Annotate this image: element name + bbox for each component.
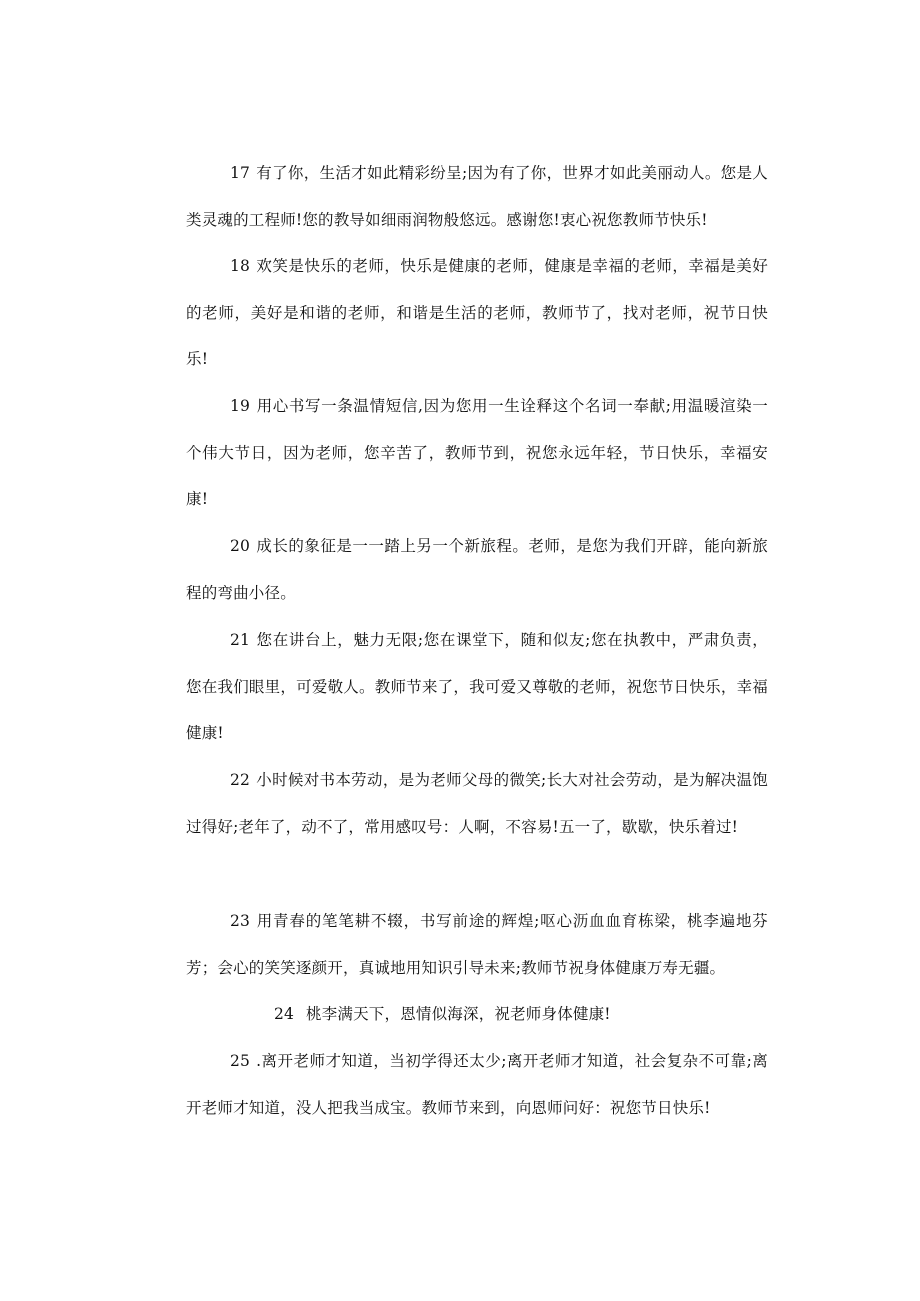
paragraph-text: 用青春的笔笔耕不辍，书写前途的辉煌;呕心沥血血育栋梁，桃李遍地芬芳；会心的笑笑逐颜开，真诚地用知识引导未来;教师节祝身体健康万寿无疆。 — [186, 912, 768, 977]
paragraph-text: 成长的象征是一一踏上另一个新旅程。老师，是您为我们开辟，能向新旅程的弯曲小径。 — [186, 537, 768, 602]
paragraph-text: .离开老师才知道，当初学得还太少;离开老师才知道，社会复杂不可靠;离开老师才知道，没人把我当成宝。教师节来到，向恩师问好：祝您节日快乐! — [186, 1052, 768, 1117]
paragraph-number: 21 — [230, 631, 251, 649]
paragraph-text: 用心书写一条温情短信,因为您用一生诠释这个名词一奉献;用温暖渲染一个伟大节日，因为老师，您辛苦了，教师节到，祝您永远年轻，节日快乐，幸福安康! — [186, 397, 768, 508]
paragraph-21 — [186, 617, 768, 757]
paragraph-number: 20 — [230, 537, 251, 555]
paragraph-25 — [186, 1038, 768, 1131]
paragraph-number: 23 — [230, 912, 251, 930]
paragraph-text: 您在讲台上，魅力无限;您在课堂下，随和似友;您在执教中，严肃负责，您在我们眼里，可爱敬人。教师节来了，我可爱又尊敬的老师，祝您节日快乐，幸福健康! — [186, 631, 768, 742]
paragraph-19 — [186, 383, 768, 523]
paragraph-number: 25 — [230, 1052, 251, 1070]
paragraph-text: 小时候对书本劳动，是为老师父母的微笑;长大对社会劳动，是为解决温饱过得好;老年了，动不了，常用感叹号：人啊，不容易!五一了，歇歇，快乐着过! — [186, 771, 768, 836]
paragraph-18 — [186, 243, 768, 383]
paragraph-text: 有了你，生活才如此精彩纷呈;因为有了你，世界才如此美丽动人。您是人类灵魂的工程师!您的教导如细雨润物般悠远。感谢您!衷心祝您教师节快乐! — [186, 164, 768, 229]
paragraph-text: 欢笑是快乐的老师，快乐是健康的老师，健康是幸福的老师，幸福是美好的老师，美好是和谐的老师，和谐是生活的老师，教师节了，找对老师，祝节日快乐! — [186, 257, 768, 368]
paragraph-17 — [186, 150, 768, 243]
paragraph-22 — [186, 757, 768, 850]
paragraph-number: 19 — [230, 397, 251, 415]
paragraph-24 — [186, 991, 768, 1038]
paragraph-number: 17 — [230, 164, 251, 182]
paragraph-20 — [186, 523, 768, 616]
paragraph-number: 18 — [230, 257, 251, 275]
paragraph-number: 22 — [230, 771, 251, 789]
paragraph-text: 桃李满天下，恩情似海深，祝老师身体健康! — [306, 1005, 611, 1023]
paragraph-23 — [186, 898, 768, 991]
paragraph-number: 24 — [274, 1005, 295, 1023]
